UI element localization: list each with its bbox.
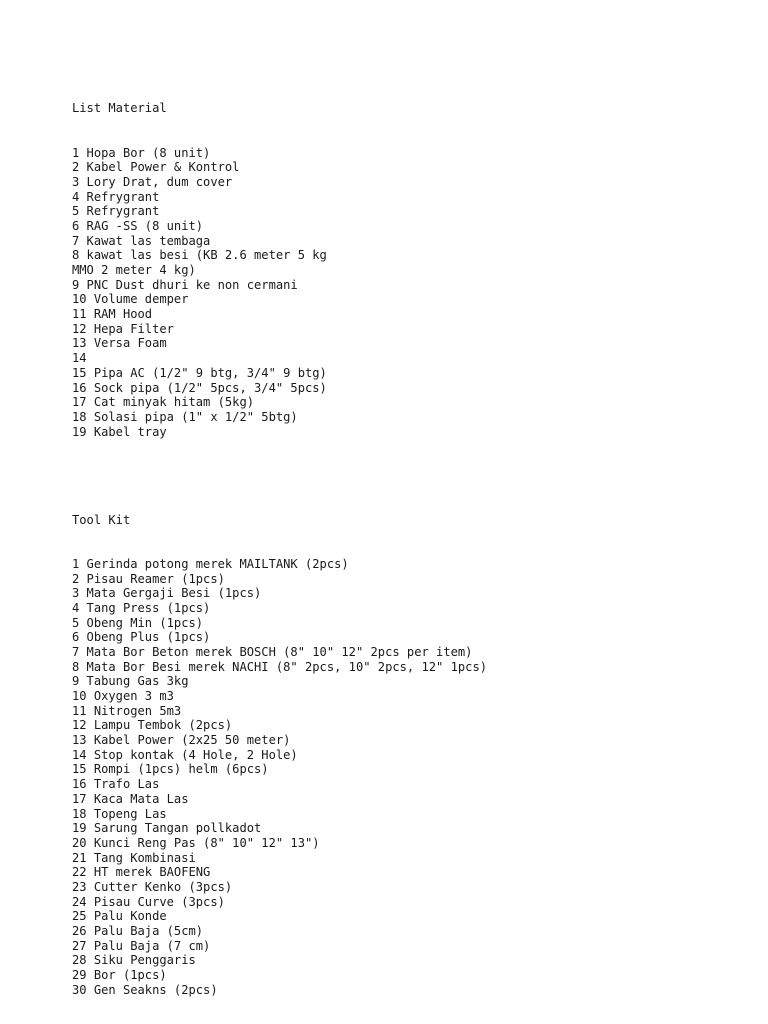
material-list-item: 12 Hepa Filter [72, 321, 174, 336]
tool-kit-list-item: 14 Stop kontak (4 Hole, 2 Hole) [72, 747, 298, 762]
tool-kit-list-item: 20 Kunci Reng Pas (8" 10" 12" 13") [72, 835, 320, 850]
tool-kit-list-item: 16 Trafo Las [72, 777, 160, 792]
tool-kit-list-item: 6 Obeng Plus (1pcs) [72, 630, 211, 645]
material-list-item: 13 Versa Foam [72, 336, 167, 351]
tool-kit-title: Tool Kit [72, 512, 131, 527]
tool-kit-list-item: 27 Palu Baja (7 cm) [72, 938, 211, 953]
tool-kit-list-item: 7 Mata Bor Beton merek BOSCH (8" 10" 12" 2pcs per item) [72, 644, 473, 659]
tool-kit-list-item: 2 Pisau Reamer (1pcs) [72, 571, 225, 586]
tool-kit-list-item: 9 Tabung Gas 3kg [72, 674, 189, 689]
tool-kit-list-item: 5 Obeng Min (1pcs) [72, 615, 204, 630]
tool-kit-list-item: 3 Mata Gergaji Besi (1pcs) [72, 586, 262, 601]
tool-kit-list-item: 11 Nitrogen 5m3 [72, 703, 182, 718]
tool-kit-list-item: 18 Topeng Las [72, 806, 167, 821]
material-list-item: 10 Volume demper [72, 292, 189, 307]
tool-kit-list-item: 13 Kabel Power (2x25 50 meter) [72, 733, 291, 748]
tool-kit-list-item: 1 Gerinda potong merek MAILTANK (2pcs) [72, 556, 349, 571]
section-gap [72, 469, 487, 484]
tool-kit-list-item: 17 Kaca Mata Las [72, 791, 189, 806]
material-list-item: 5 Refrygrant [72, 204, 160, 219]
material-list [72, 146, 487, 440]
material-list-item: 6 RAG -SS (8 unit) [72, 218, 204, 233]
tool-kit-list [72, 557, 487, 998]
material-list-title: List Material [72, 101, 167, 116]
tool-kit-list-item: 22 HT merek BAOFENG [72, 865, 211, 880]
material-list-item: 1 Hopa Bor (8 unit) [72, 145, 211, 160]
tool-kit-list-item: 8 Mata Bor Besi merek NACHI (8" 2pcs, 10" 2pcs, 12" 1pcs) [72, 659, 488, 674]
material-list-item: 18 Solasi pipa (1" x 1/2" 5btg) [72, 409, 298, 424]
tool-kit-list-item: 19 Sarung Tangan pollkadot [72, 821, 262, 836]
material-list-item: 11 RAM Hood [72, 307, 153, 322]
tool-kit-list-item: 4 Tang Press (1pcs) [72, 600, 211, 615]
tool-kit-list-item: 24 Pisau Curve (3pcs) [72, 894, 225, 909]
material-list-item: 19 Kabel tray [72, 424, 167, 439]
tool-kit-list-item: 30 Gen Seakns (2pcs) [72, 982, 218, 997]
material-list-item: 3 Lory Drat, dum cover [72, 174, 233, 189]
tool-kit-list-item: 26 Palu Baja (5cm) [72, 924, 204, 939]
material-list-item: 14 [72, 351, 87, 366]
material-list-item: 4 Refrygrant [72, 189, 160, 204]
material-list-item: 16 Sock pipa (1/2" 5pcs, 3/4" 5pcs) [72, 380, 327, 395]
tool-kit-list-item: 25 Palu Konde [72, 909, 167, 924]
document-page [72, 72, 487, 1012]
material-list-item: 9 PNC Dust dhuri ke non cermani [72, 277, 298, 292]
material-list-item: MMO 2 meter 4 kg) [72, 263, 196, 277]
tool-kit-list-item: 21 Tang Kombinasi [72, 850, 196, 865]
material-list-item: 15 Pipa AC (1/2" 9 btg, 3/4" 9 btg) [72, 365, 327, 380]
material-list-item: 8 kawat las besi (KB 2.6 meter 5 kg [72, 248, 327, 263]
tool-kit-list-item: 15 Rompi (1pcs) helm (6pcs) [72, 762, 269, 777]
material-list-item: 2 Kabel Power & Kontrol [72, 160, 240, 175]
tool-kit-list-item: 23 Cutter Kenko (3pcs) [72, 879, 233, 894]
material-list-item: 17 Cat minyak hitam (5kg) [72, 395, 255, 410]
tool-kit-list-item: 29 Bor (1pcs) [72, 968, 167, 983]
tool-kit-list-item: 12 Lampu Tembok (2pcs) [72, 718, 233, 733]
material-list-item: 7 Kawat las tembaga [72, 233, 211, 248]
tool-kit-list-item: 28 Siku Penggaris [72, 953, 196, 968]
tool-kit-list-item: 10 Oxygen 3 m3 [72, 689, 174, 704]
